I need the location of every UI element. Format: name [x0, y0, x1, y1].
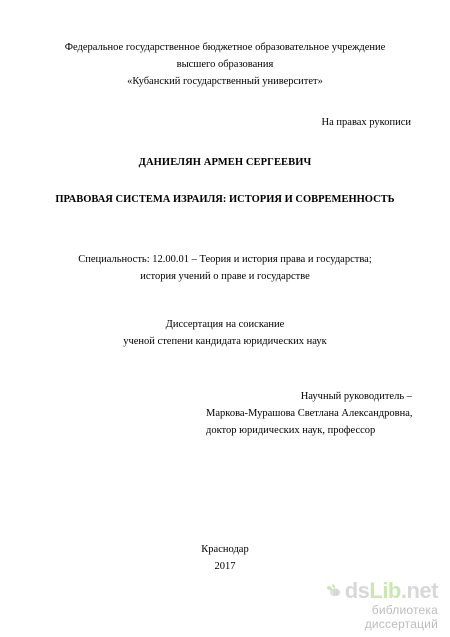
logo-lib: Lib	[369, 578, 401, 603]
supervisor-name: Маркова-Мурашова Светлана Александровна,	[206, 408, 413, 419]
institution-line-3: «Кубанский государственный университет»	[127, 76, 323, 87]
dissertation-title: ПРАВОВАЯ СИСТЕМА ИЗРАИЛЯ: ИСТОРИЯ И СОВРЕМЕННОСТЬ	[55, 194, 395, 205]
author-name: ДАНИЕЛЯН АРМЕН СЕРГЕЕВИЧ	[138, 157, 312, 168]
specialty-info	[0, 251, 450, 285]
degree-line-1: Диссертация на соискание	[165, 319, 285, 330]
watermark-logo	[326, 579, 438, 603]
institution-line-2: высшего образования	[176, 59, 274, 70]
logo-ds: ds	[344, 578, 370, 603]
degree-line-2: ученой степени кандидата юридических наук	[123, 336, 327, 347]
watermark-tagline: библиотека диссертаций	[364, 603, 438, 631]
supervisor-degree: доктор юридических наук, профессор	[206, 425, 376, 436]
year: 2017	[214, 561, 236, 572]
specialty-line-1: Специальность: 12.00.01 – Теория и история права и государства;	[78, 254, 372, 265]
supervisor-label: Научный руководитель –	[300, 391, 412, 402]
institution-line-1: Федеральное государственное бюджетное образовательное учреждение	[64, 42, 386, 53]
place-and-year	[0, 541, 450, 575]
logo-net: .net	[400, 578, 438, 603]
degree-info	[0, 316, 450, 350]
supervisor-block	[206, 388, 430, 439]
institution-header	[0, 39, 450, 90]
bee-icon	[326, 580, 342, 602]
specialty-line-2: история учений о праве и государстве	[140, 271, 310, 282]
city: Краснодар	[201, 544, 249, 555]
manuscript-rights-note: На правах рукописи	[321, 117, 411, 128]
dslib-watermark	[326, 579, 438, 631]
